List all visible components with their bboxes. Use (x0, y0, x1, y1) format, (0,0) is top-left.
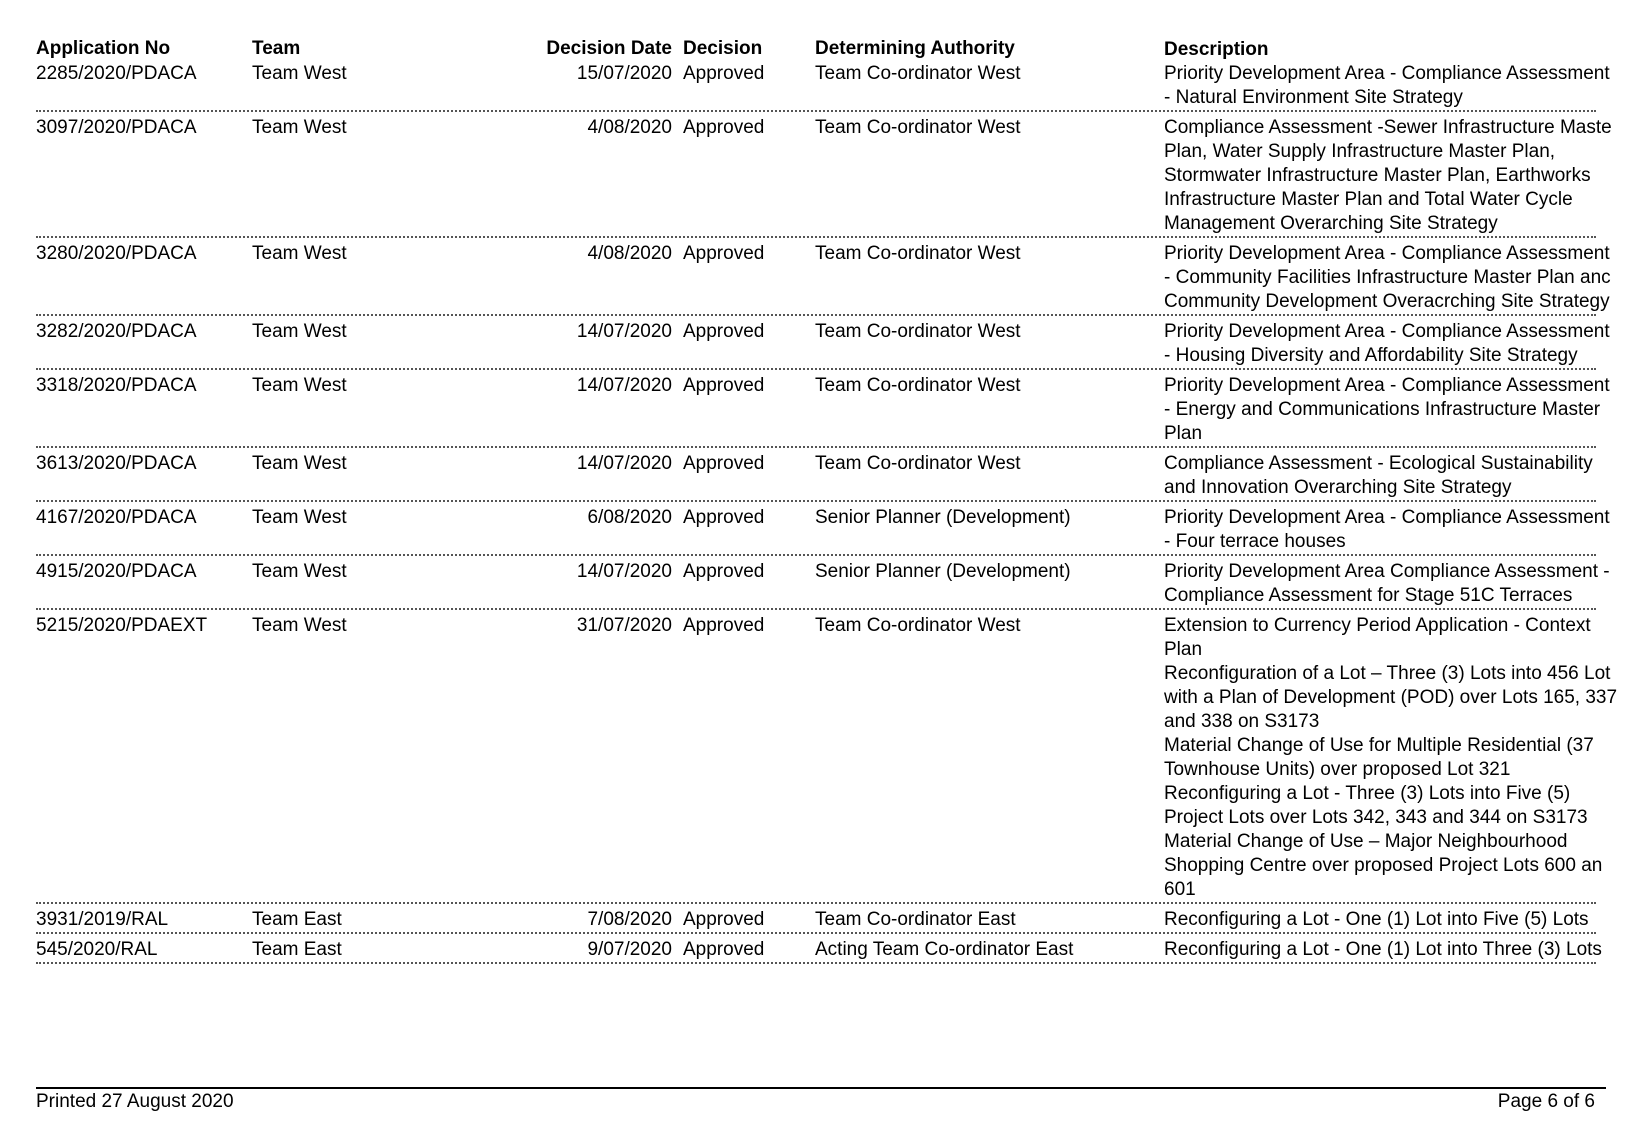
application-no-cell: 545/2020/RAL (36, 939, 158, 960)
description-line: Material Change of Use for Multiple Residential (37 (1164, 735, 1594, 756)
determining-authority-cell: Team Co-ordinator East (815, 909, 1016, 930)
description-cell (1164, 937, 1633, 962)
description-cell (1164, 61, 1633, 110)
determining-authority-cell: Team Co-ordinator West (815, 615, 1021, 636)
determining-authority-cell: Team Co-ordinator West (815, 321, 1021, 342)
application-no-cell: 2285/2020/PDACA (36, 63, 197, 84)
decision-cell: Approved (683, 909, 765, 930)
description-line: Stormwater Infrastructure Master Plan, Earthworks (1164, 165, 1591, 186)
application-no-cell: 3931/2019/RAL (36, 909, 169, 930)
description-line: Extension to Currency Period Application - Context (1164, 615, 1591, 636)
description-line: and 338 on S3173 (1164, 711, 1320, 732)
decision-date-cell: 31/07/2020 (576, 615, 672, 636)
description-line: - Natural Environment Site Strategy (1164, 87, 1463, 108)
decision-date-cell: 14/07/2020 (576, 453, 672, 474)
application-no-cell: 3097/2020/PDACA (36, 117, 197, 138)
decision-cell: Approved (683, 117, 765, 138)
decision-cell: Approved (683, 63, 765, 84)
application-no-cell: 3282/2020/PDACA (36, 321, 197, 342)
table-row (36, 613, 1618, 904)
description-cell (1164, 373, 1633, 446)
team-cell: Team West (252, 507, 347, 528)
application-no-cell: 3280/2020/PDACA (36, 243, 197, 264)
decision-cell: Approved (683, 375, 765, 396)
table-row (36, 319, 1610, 370)
description-line: Priority Development Area - Compliance Assessment (1164, 507, 1610, 528)
description-line: Project Lots over Lots 342, 343 and 344 on S3173 (1164, 807, 1588, 828)
decision-date-cell: 15/07/2020 (576, 63, 672, 84)
description-cell (1164, 505, 1633, 554)
header-decision-date: Decision Date (546, 38, 672, 59)
description-line: Plan, Water Supply Infrastructure Master Plan, (1164, 141, 1556, 162)
description-line: Material Change of Use – Major Neighbourhood (1164, 831, 1568, 852)
team-cell: Team East (252, 909, 342, 930)
description-line: Management Overarching Site Strategy (1164, 213, 1498, 234)
decision-date-cell: 4/08/2020 (587, 117, 672, 138)
decision-date-cell: 7/08/2020 (587, 909, 672, 930)
description-line: Reconfiguration of a Lot – Three (3) Lots into 456 Lot (1164, 663, 1611, 684)
description-line: Reconfiguring a Lot - One (1) Lot into Three (3) Lots (1164, 939, 1602, 960)
team-cell: Team West (252, 321, 347, 342)
description-cell (1164, 241, 1633, 314)
table-row (36, 937, 1602, 964)
description-line: Priority Development Area - Compliance Assessment (1164, 63, 1610, 84)
description-line: Infrastructure Master Plan and Total Water Cycle (1164, 189, 1573, 210)
team-cell: Team West (252, 453, 347, 474)
description-line: Reconfiguring a Lot - Three (3) Lots into Five (5) (1164, 783, 1571, 804)
description-cell (1164, 907, 1633, 932)
team-cell: Team West (252, 117, 347, 138)
decision-cell: Approved (683, 939, 765, 960)
page-number: Page 6 of 6 (1497, 1091, 1595, 1112)
description-cell (1164, 319, 1633, 368)
description-line: Compliance Assessment - Ecological Sustainability (1164, 453, 1593, 474)
determining-authority-cell: Team Co-ordinator West (815, 63, 1021, 84)
description-line: Priority Development Area - Compliance Assessment (1164, 243, 1610, 264)
description-line: Townhouse Units) over proposed Lot 321 (1164, 759, 1511, 780)
table-row (36, 451, 1596, 502)
determining-authority-cell: Team Co-ordinator West (815, 243, 1021, 264)
description-line: Priority Development Area Compliance Assessment - (1164, 561, 1610, 582)
description-cell (1164, 115, 1633, 236)
table-row (36, 115, 1612, 238)
application-no-cell: 5215/2020/PDAEXT (36, 615, 208, 636)
description-line: Community Development Overacrching Site Strategy (1164, 291, 1610, 312)
decision-cell: Approved (683, 615, 765, 636)
description-line: and Innovation Overarching Site Strategy (1164, 477, 1512, 498)
decision-cell: Approved (683, 453, 765, 474)
team-cell: Team West (252, 243, 347, 264)
description-line: - Four terrace houses (1164, 531, 1346, 552)
table-row (36, 907, 1596, 934)
description-line: Compliance Assessment -Sewer Infrastructure Maste (1164, 117, 1612, 138)
decision-cell: Approved (683, 321, 765, 342)
header-determining-authority: Determining Authority (815, 38, 1015, 59)
team-cell: Team East (252, 939, 342, 960)
description-line: - Housing Diversity and Affordability Site Strategy (1164, 345, 1578, 366)
description-line: Reconfiguring a Lot - One (1) Lot into Five (5) Lots (1164, 909, 1589, 930)
description-cell (1164, 613, 1633, 902)
determining-authority-cell: Senior Planner (Development) (815, 561, 1071, 582)
table-row (36, 61, 1610, 112)
application-no-cell: 3318/2020/PDACA (36, 375, 197, 396)
determining-authority-cell: Team Co-ordinator West (815, 375, 1021, 396)
description-line: - Energy and Communications Infrastructure Master (1164, 399, 1601, 420)
decision-date-cell: 14/07/2020 (576, 561, 672, 582)
description-line: Priority Development Area - Compliance Assessment (1164, 321, 1610, 342)
printed-date: Printed 27 August 2020 (36, 1091, 234, 1112)
application-no-cell: 3613/2020/PDACA (36, 453, 197, 474)
decision-date-cell: 4/08/2020 (587, 243, 672, 264)
description-line: 601 (1164, 879, 1196, 900)
application-no-cell: 4167/2020/PDACA (36, 507, 197, 528)
application-no-cell: 4915/2020/PDACA (36, 561, 197, 582)
description-line: with a Plan of Development (POD) over Lots 165, 337 (1164, 687, 1618, 708)
decision-date-cell: 14/07/2020 (576, 375, 672, 396)
header-application-no: Application No (36, 38, 171, 59)
team-cell: Team West (252, 615, 347, 636)
decision-cell: Approved (683, 561, 765, 582)
header-decision: Decision (683, 38, 763, 59)
description-line: Shopping Centre over proposed Project Lots 600 an (1164, 855, 1603, 876)
table-row (36, 559, 1610, 610)
description-line: Priority Development Area - Compliance Assessment (1164, 375, 1610, 396)
decisions-report (36, 37, 1618, 967)
table-body (36, 61, 1618, 964)
description-cell (1164, 451, 1633, 500)
header-description: Description (1164, 39, 1269, 60)
determining-authority-cell: Team Co-ordinator West (815, 117, 1021, 138)
decision-date-cell: 14/07/2020 (576, 321, 672, 342)
decision-date-cell: 9/07/2020 (587, 939, 672, 960)
description-cell (1164, 559, 1633, 608)
table-row (36, 241, 1611, 316)
team-cell: Team West (252, 561, 347, 582)
decision-cell: Approved (683, 243, 765, 264)
table-row (36, 505, 1610, 556)
determining-authority-cell: Team Co-ordinator West (815, 453, 1021, 474)
team-cell: Team West (252, 375, 347, 396)
description-line: Plan (1164, 423, 1203, 444)
decision-cell: Approved (683, 507, 765, 528)
description-line: Compliance Assessment for Stage 51C Terraces (1164, 585, 1573, 606)
determining-authority-cell: Acting Team Co-ordinator East (815, 939, 1074, 960)
team-cell: Team West (252, 63, 347, 84)
header-team: Team (252, 38, 301, 59)
decision-date-cell: 6/08/2020 (587, 507, 672, 528)
footer-divider (36, 1087, 1606, 1089)
table-row (36, 373, 1610, 448)
description-line: - Community Facilities Infrastructure Master Plan anc (1164, 267, 1611, 288)
determining-authority-cell: Senior Planner (Development) (815, 507, 1071, 528)
table-header (36, 37, 1596, 61)
description-line: Plan (1164, 639, 1203, 660)
